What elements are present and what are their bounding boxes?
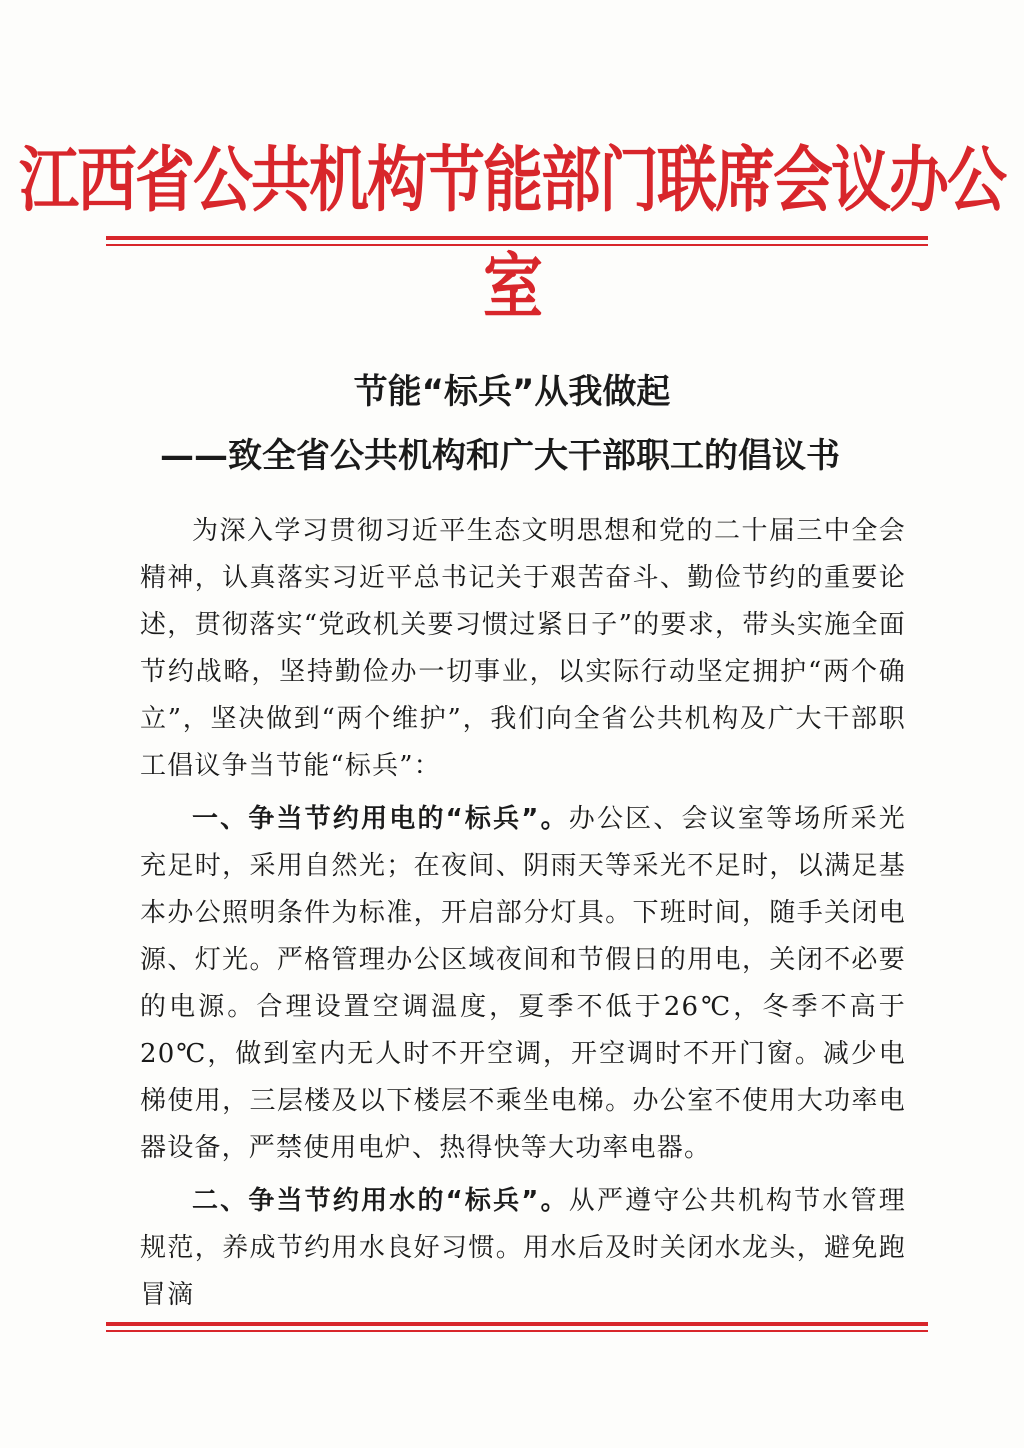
paragraph-text: 为深入学习贯彻习近平生态文明思想和党的二十届三中全会精神，认真落实习近平总书记关于艰苦奋斗、勤俭节约的重要论述，贯彻落实“党政机关要习惯过紧日子”的要求，带头实施全面节约战略，坚持勤俭办一切事业，以实际行动坚定拥护“两个确立”，坚决做到“两个维护”，我们向全省公共机构及广大干部职工倡议争当节能“标兵”： [140, 516, 906, 781]
paragraph-lead: 二、争当节约用水的“标兵”。 [192, 1186, 569, 1216]
paragraph-water [140, 1178, 906, 1319]
masthead-title: 江西省公共机构节能部门联席会议办公室 [19, 139, 1005, 329]
document-title: 节能“标兵”从我做起 [353, 372, 671, 412]
paragraph-electricity [140, 796, 906, 1172]
document-body [140, 508, 906, 1319]
footer-rule-thin [106, 1330, 928, 1332]
paragraph-text: 从严遵守公共机构节水管理规范，养成节约用水良好习惯。用水后及时关闭水龙头，避免跑冒滴 [140, 1186, 906, 1310]
paragraph-lead: 一、争当节约用电的“标兵”。 [192, 804, 569, 834]
document-subtitle: ——致全省公共机构和广大干部职工的倡议书 [160, 436, 840, 476]
paragraph-text: 办公区、会议室等场所采光充足时，采用自然光；在夜间、阴雨天等采光不足时，以满足基本办公照明条件为标准，开启部分灯具。下班时间，随手关闭电源、灯光。严格管理办公区域夜间和节假日的用电，关闭不必要的电源。合理设置空调温度，夏季不低于26℃，冬季不高于20℃，做到室内无人时不开空调，开空调时不开门窗。减少电梯使用，三层楼及以下楼层不乘坐电梯。办公室不使用大功率电器设备，严禁使用电炉、热得快等大功率电器。 [140, 804, 906, 1163]
masthead-rule-thick [106, 236, 928, 240]
masthead-rule-thin [106, 244, 928, 246]
footer-rule-thick [106, 1322, 928, 1326]
paragraph-intro [140, 508, 906, 790]
